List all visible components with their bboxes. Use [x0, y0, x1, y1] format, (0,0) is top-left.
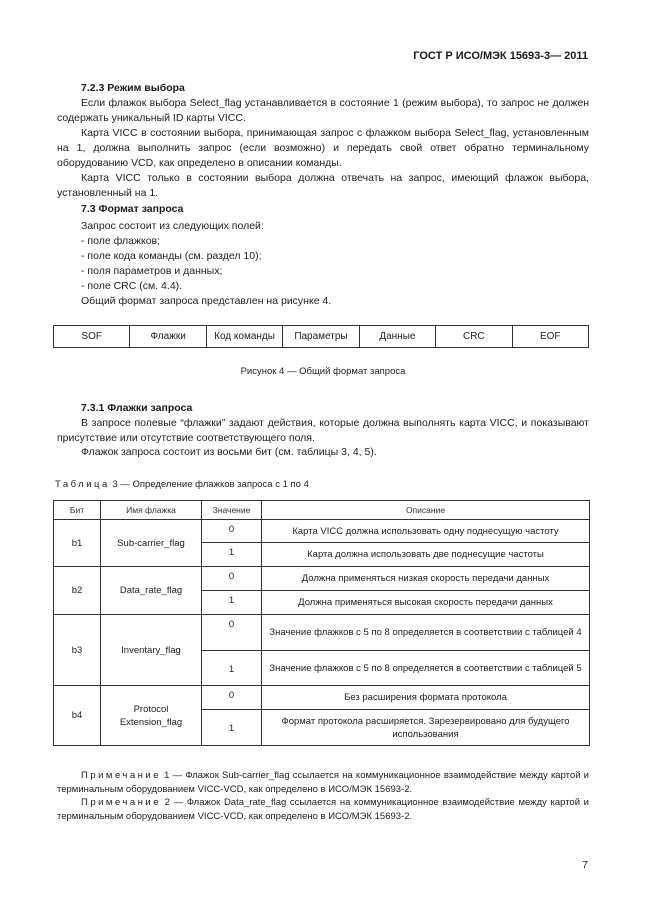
field-flags: Флажки — [130, 326, 206, 348]
value-cell: 1 — [202, 710, 262, 746]
table-row — [54, 615, 590, 651]
section-heading-7-3-1: 7.3.1 Флажки запроса — [81, 402, 193, 414]
description-cell: Значение флажков с 5 по 8 определяется в соответствии с таблицей 5 — [262, 651, 590, 686]
table-caption — [55, 479, 309, 490]
note — [57, 769, 589, 797]
paragraph — [57, 171, 589, 201]
field-command-code: Код команды — [206, 326, 282, 348]
paragraph — [57, 416, 589, 446]
value-cell: 0 — [202, 567, 262, 591]
field-sof: SOF — [54, 326, 130, 348]
flag-name-cell: Sub-carrier_flag — [101, 520, 202, 567]
list-item: - поля параметров и данных; — [81, 265, 223, 277]
column-header: Значение — [202, 501, 262, 520]
value-cell: 1 — [202, 543, 262, 567]
paragraph — [57, 126, 589, 171]
description-cell: Карта должна использовать две поднесущие частоты — [262, 543, 590, 567]
value-cell: 1 — [202, 651, 262, 686]
field-crc: CRC — [436, 326, 512, 348]
paragraph-text: В запросе полевые “флажки” задают действия, которые должна выполнять карта VICC, и показывают присутствие или отсутствие соответствующего поля. — [57, 417, 589, 444]
section-heading-7-2-3: 7.2.3 Режим выбора — [81, 82, 185, 94]
paragraph — [57, 445, 589, 460]
page-number: 7 — [582, 859, 588, 871]
paragraph: Запрос состоит из следующих полей: — [81, 220, 264, 232]
note-word: Примечание — [81, 770, 161, 781]
value-cell: 0 — [202, 520, 262, 543]
flag-name-cell: Inventary_flag — [101, 615, 202, 686]
flags-table — [53, 500, 590, 746]
figure-caption: Рисунок 4 — Общий формат запроса — [240, 366, 406, 377]
note — [57, 796, 589, 824]
description-cell: Без расширения формата протокола — [262, 686, 590, 710]
paragraph-text: Карта VICC только в состоянии выбора должна отвечать на запрос, имеющий флажок выбора, установленный на 1. — [57, 172, 589, 199]
column-header: Имя флажка — [101, 501, 202, 520]
value-cell: 0 — [202, 615, 262, 651]
list-item: - поле флажков; — [81, 235, 161, 247]
table-caption-text: 3 — Определение флажков запроса с 1 по 4 — [109, 479, 309, 490]
document-header: ГОСТ Р ИСО/МЭК 15693-3— 2011 — [413, 50, 588, 62]
paragraph: Общий формат запроса представлен на рисунке 4. — [81, 295, 332, 307]
paragraph-text: Флажок запроса состоит из восьми бит (см. таблицы 3, 4, 5). — [81, 446, 377, 458]
paragraph-text: Карта VICC в состоянии выбора, принимающая запрос с флажком выбора Select_flag, установленным на 1, должна выполнить запрос (если возможно) и передать свой ответ обратно терминальному оборудованию VCD, как определено в описании команды. — [57, 127, 589, 169]
field-data: Данные — [359, 326, 435, 348]
list-item: - поле кода команды (см. раздел 10); — [81, 250, 262, 262]
table-row — [54, 520, 590, 543]
value-cell: 1 — [202, 591, 262, 615]
paragraph — [57, 96, 589, 126]
request-format-figure — [53, 325, 589, 348]
value-cell: 0 — [202, 686, 262, 710]
table-caption-word: Таблица — [55, 479, 110, 490]
column-header: Бит — [54, 501, 101, 520]
bit-cell: b1 — [54, 520, 101, 567]
note-word: Примечание — [81, 797, 161, 808]
section-heading-7-3: 7.3 Формат запроса — [81, 203, 184, 215]
table-header-row — [54, 501, 590, 520]
description-cell: Должна применяться низкая скорость передачи данных — [262, 567, 590, 591]
description-cell: Значение флажков с 5 по 8 определяется в соответствии с таблицей 4 — [262, 615, 590, 651]
list-item: - поле CRC (см. 4.4). — [81, 280, 183, 292]
field-eof: EOF — [512, 326, 588, 348]
table-row — [54, 567, 590, 591]
paragraph-text: Если флажок выбора Select_flag устанавливается в состояние 1 (режим выбора), то запрос не должен содержать уникальный ID карты VICC. — [57, 97, 589, 124]
field-parameters: Параметры — [283, 326, 359, 348]
flag-name-cell: Data_rate_flag — [101, 567, 202, 615]
bit-cell: b4 — [54, 686, 101, 746]
description-cell: Карта VICC должна использовать одну поднесущую частоту — [262, 520, 590, 543]
description-cell: Формат протокола расширяется. Зарезервировано для будущего использования — [262, 710, 590, 746]
description-cell: Должна применяться высокая скорость передачи данных — [262, 591, 590, 615]
note-text: 1 — Флажок Sub-carrier_flag ссылается на коммуникационное взаимодействие между картой и терминальным оборудованием VICC-VCD, как определено в ИСО/МЭК 15693-2. — [57, 770, 589, 795]
column-header: Описание — [262, 501, 590, 520]
bit-cell: b2 — [54, 567, 101, 615]
table-row — [54, 686, 590, 710]
bit-cell: b3 — [54, 615, 101, 686]
flag-name-cell: Protocol Extension_flag — [101, 686, 202, 746]
note-text: 2 — Флажок Data_rate_flag ссылается на коммуникационное взаимодействие между картой и терминальным оборудованием VICC-VCD, как определено в ИСО/МЭК 15693-2. — [57, 797, 589, 822]
